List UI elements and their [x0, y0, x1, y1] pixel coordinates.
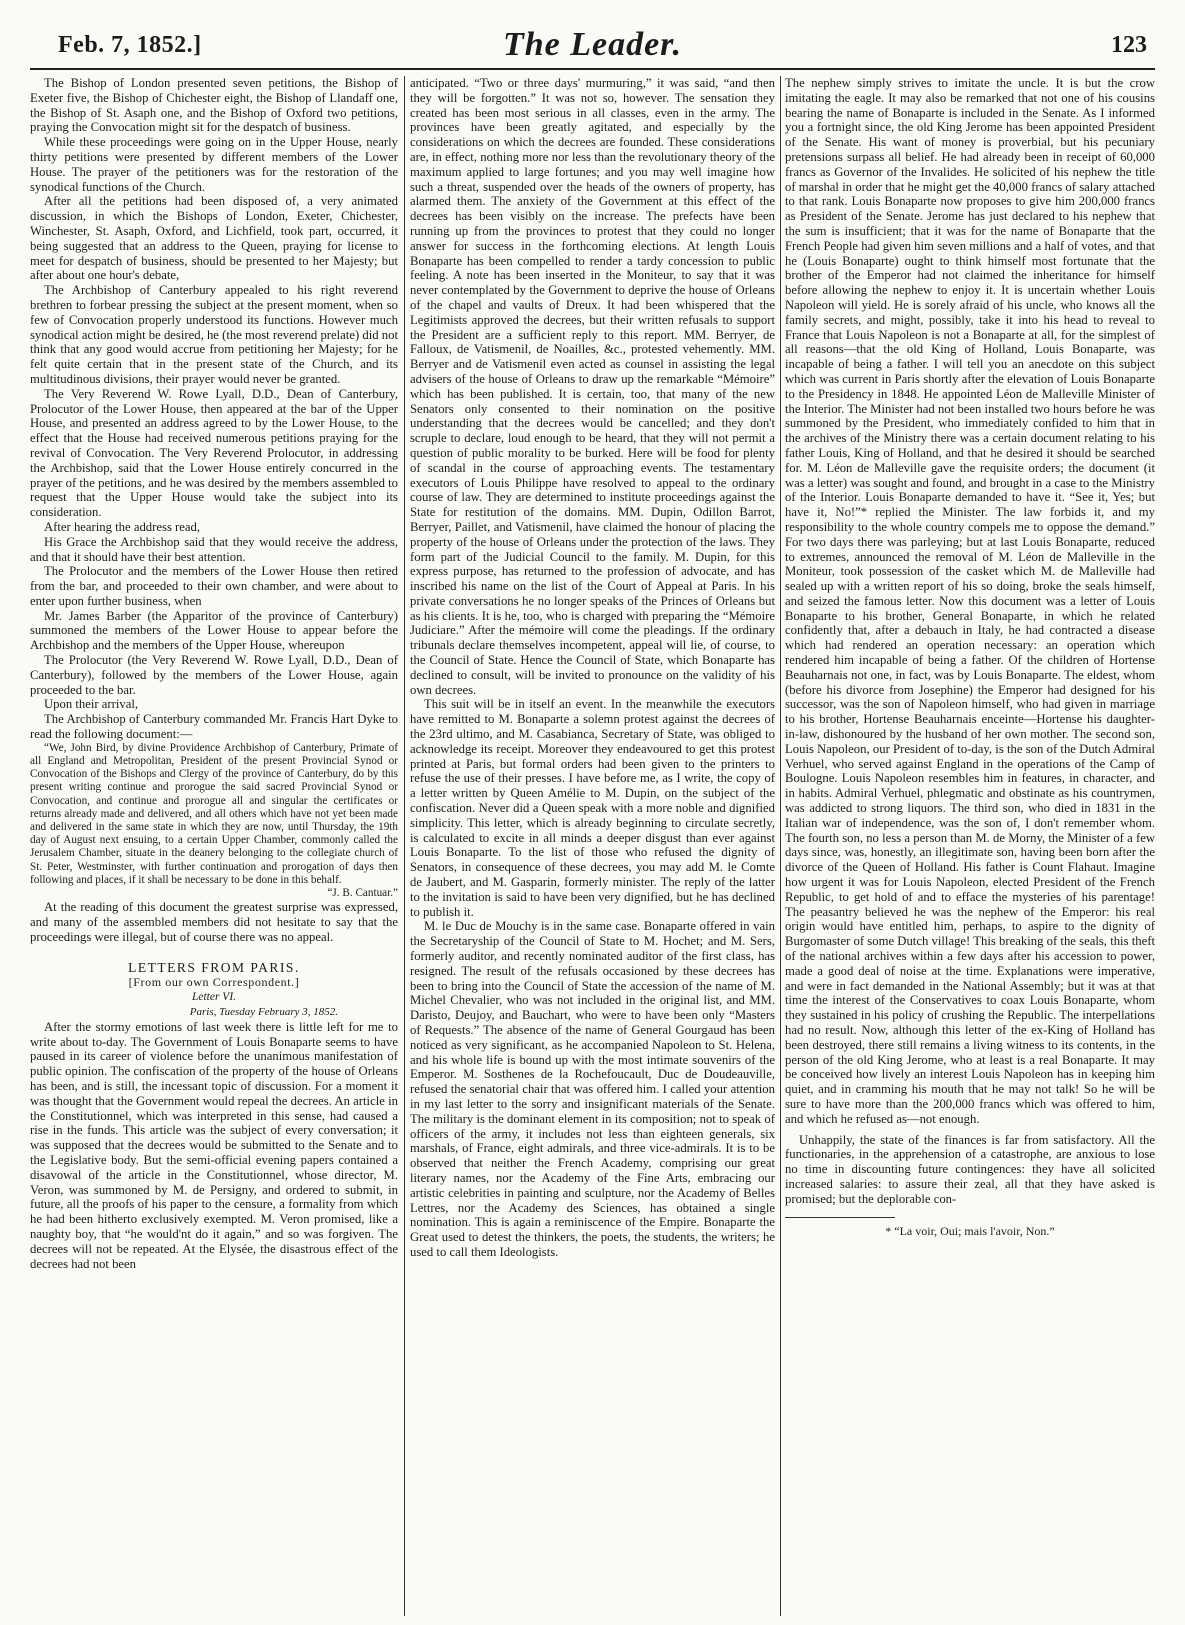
- paragraph: The Prolocutor and the members of the Lower House then retired from the bar, and proceeded to their own chamber, and were about to enter upon further business, when: [30, 564, 398, 608]
- paragraph: While these proceedings were going on in the Upper House, nearly thirty petitions were presented by different members of the Lower House. The prayer of the petitioners was for the restoration of the synodical functions of the Church.: [30, 135, 398, 194]
- section-title: LETTERS FROM PARIS.: [128, 959, 300, 975]
- page-number: 123: [1111, 32, 1147, 58]
- column-3: [785, 76, 1155, 1616]
- column-2: [410, 76, 775, 1616]
- paragraph: After all the petitions had been disposed of, a very animated discussion, in which the Bishops of London, Exeter, Chichester, Winchester, St. Asaph, Oxford, and Lichfield, took part, occurred, it being suggested that an address to the Queen, praying for license to meet for despatch of business, should be presented to her Majesty; but after about one hour's debate,: [30, 194, 398, 283]
- paragraph: The Archbishop of Canterbury appealed to his right reverend brethren to forbear pressing the subject at the present moment, when so few of Convocation properly understood its functions. However much synodical action might be desired, he (the most reverend prelate) did not think that any good would accrue from petitioning her Majesty; for he felt quite certain that in the present state of the Church, and its multitudinous divisions, their prayer would never be granted.: [30, 283, 398, 386]
- section-subtitle: [From our own Correspondent.]: [128, 975, 300, 990]
- paragraph: The Archbishop of Canterbury commanded Mr. Francis Hart Dyke to read the following document:—: [30, 712, 398, 742]
- paragraph: After the stormy emotions of last week there is little left for me to write about to-day. The Government of Louis Bonaparte seems to have paused in its career of violence before the unanimous manifestation of public opinion. The confiscation of the property of the house of Orleans has been, and is still, the incessant topic of discussion. For a moment it was thought that the Government would repeal the decrees. An article in the Constitutionnel, which was interpreted in this sense, had caused a rise in the funds. This article was the subject of every conversation; it was supposed that the decrees would be submitted to the Senate and to the Legislative body. But the semi-official evening papers contained a disavowal of the article in the Constitutionnel, whose director, M. Veron, was summoned by M. de Persigny, and ordered to submit, in future, all the proofs of his paper to the censure, a formality from which he had been hitherto exclusively exempted. M. Veron promised, like a naughty boy, that “he would'nt do it again,” and so was forgiven. The decrees will not be repeated. At the Elysée, the disastrous effect of the decrees had not been: [30, 1019, 398, 1271]
- paragraph: Upon their arrival,: [44, 697, 139, 712]
- footnote: * “La voir, Oui; mais l'avoir, Non.”: [885, 1223, 1055, 1238]
- letter-dateline: Paris, Tuesday February 3, 1852.: [189, 1006, 338, 1019]
- paragraph: Unhappily, the state of the finances is far from satisfactory. All the functionaries, in the apprehension of a catastrophe, are anxious to lose no time in discounting future contingences: they have all solicited increased salaries: to assure their zeal, all that they have asked is promised; but the deplorable con-: [785, 1132, 1155, 1206]
- issue-date: Feb. 7, 1852.]: [58, 32, 202, 58]
- document-signature: “J. B. Cantuar.”: [327, 887, 398, 900]
- masthead-title: The Leader.: [502, 26, 683, 63]
- column-divider: [404, 76, 405, 1616]
- paragraph: At the reading of this document the greatest surprise was expressed, and many of the assembled members did not hesitate to say that the proceedings were illegal, but of course there was no appeal.: [30, 900, 398, 944]
- paragraph: The Bishop of London presented seven petitions, the Bishop of Exeter five, the Bishop of Chichester eight, the Bishop of Llandaff one, the Bishop of St. Asaph one, and the Bishop of Oxford two petitions, praying the Convocation might sit for the despatch of business.: [30, 76, 398, 135]
- paragraph: His Grace the Archbishop said that they would receive the address, and that it should have their best attention.: [30, 534, 398, 564]
- paragraph: anticipated. “Two or three days' murmuring,” it was said, “and then they will be forgotten.” It was not so, however. The sensation they created has been most serious in all classes, even in the army. The provinces have been greatly agitated, and especially by the considerations on which the decrees are founded. These considerations are, in effect, nothing more nor less than the revolutionary theory of the maximum applied to large fortunes; and you may well imagine how such a threat, suspended over the heads of the owners of property, has alarmed them. The anxiety of the Government at this effect of the decrees has been visibly on the increase. The prefects have been running up from the provinces to protest that they could no longer answer for success in the forthcoming elections. At length Louis Bonaparte has been compelled to render a tardy concession to public feeling. A note has been inserted in the Moniteur, to say that it was never contemplated by the Government to deprive the house of Orleans of the chapel and vaults of Dreux. It had been whispered that the Legitimists approved the decrees, but their written refusals to support the President are a sufficient reply to this report. MM. Berryer, de Falloux, de Vatismenil, de Noailles, &c., protested vehemently. MM. Berryer and de Vatismenil even acted as counsel in assisting the legal advisers of the house of Orleans to draw up the remarkable “Mémoire” which has been published. It is certain, too, that many of the new Senators only consented to their nomination on the positive understanding that the decrees would be cancelled; and they don't scruple to declare, loud enough to be heard, that they will not permit a question of public morality to be burked. Here will be food for plenty of scandal in the course of approaching events. The testamentary executors of Louis Philippe have resolved to appeal to the ordinary course of law. They are determined to institute proceedings against the State for restitution of the domains. MM. Dupin, Odillon Barrot, Berryer, Paillet, and Vatismenil, have claimed the honour of placing the property of the house of Orleans under the protection of the laws. They form part of the Judicial Council to the family. M. Dupin, for this express purpose, has returned to the profession of advocate, and has inscribed his name on the list of the Court of Appeal at Paris. In his private conversations he no longer speaks of the Princes of Orleans but as his clients. It is he, too, who is charged with preparing the “Mémoire Judiciare.” After the mémoire will come the pleadings. If the ordinary tribunals declare themselves incompetent, appeal will lie, of course, to the Council of State. Hence the Council of State, which Bonaparte has declined to consult, will be invited to pronounce on the validity of his own decrees.: [410, 76, 775, 697]
- paragraph: The nephew simply strives to imitate the uncle. It is but the crow imitating the eagle. It may also be remarked that not one of his cousins bearing the name of Bonaparte is included in the Senate. As I informed you a fortnight since, the old King Jerome has been appointed President of the Senate. His want of money is proverbial, but his pecuniary pretensions surpass all belief. He had already been in receipt of 60,000 francs as Governor of the Invalides. He solicited of his nephew the title of marshal in order that he might get the 40,000 francs of salary attached to that rank. Louis Bonaparte now proposes to give him 200,000 francs as President of the Senate. Jerome has just declared to his nephew that the sum is insufficient; that it was for the name of Bonaparte that the French People had given him seven millions and a half of votes, and that he (Louis Bonaparte) ought to think himself most fortunate that the brother of the Emperor had not claimed the inheritance for himself before allowing the nephew to enjoy it. It is uncertain whether Louis Napoleon will yield. He is sorely afraid of his uncle, who knows all the family secrets, and might, possibly, take it into his head to reveal to France that Louis Napoleon is not a Bonaparte at all, for the simplest of all reasons—that the old King of Holland, Louis Bonaparte, was incapable of being a father. I will tell you an anecdote on this subject which was current in Paris shortly after the elevation of Louis Bonaparte to the Presidency in 1848. He appointed Léon de Malleville Minister of the Interior. The Minister had not been installed two hours before he was summoned by the President, who immediately confided to him that in the archives of the Ministry there was a certain document relating to his father Louis, King of Holland, and that he desired it should be searched for. M. Léon de Malleville gave the requisite orders; the document (it was a letter) was sought and found, and brought in a case to the Ministry of the Interior. Louis Bonaparte demanded to have it. “See it, Yes; but have it, No!”* replied the Minister. The law forbids it, and my responsibility to the whole country compels me to oppose the demand.” For two days there was parleying; but at last Louis Bonaparte, reduced to extremes, announced the removal of M. Léon de Malleville in the Moniteur, took possession of the casket which M. de Malleville had sealed up with a written report of his so doing, broke the seals himself, and seized the famous letter. Now this document was a letter of Louis Bonaparte to his brother, General Bonaparte, in which he related confidently that, after a debauch in Italy, he had contracted a disease which had rendered an operation necessary: an operation which rendered him incapable of being a father. Of the children of Hortense Beauharnais not one, in fact, was by Louis Bonaparte. The eldest, whom (before his divorce from Josephine) the Emperor had designed for his successor, was the son of Napoleon himself, who had given in marriage to his brother, Hortense Beauharnais enceinte—Hortense his daughter-in-law, dishonoured by the husband of her own mother. The second son, Louis Napoleon, our President of to-day, is the son of the Dutch Admiral Verhuel, who served against England in the operations of the Camp of Boulogne. Louis Napoleon resembles him in features, in character, and in habits. Admiral Verhuel, phlegmatic and obstinate as his countrymen, was addicted to strong liquors. The third son, who died in 1831 in the Italian war of independence, was the son of, I don't remember whom. The fourth son, no less a person than M. de Morny, the Minister of a few days since, was, honestly, an illegitimate son, having been born after the divorce of the Queen of Holland. His father is Count Flahaut. Imagine how urgent it was for Louis Napoleon, elected President of the French Republic, to get hold of and to efface the mysteries of his parentage! The peasantry believed he was the nephew of the Emperor: his real origin would have entitled him, perhaps, to aspire to the dignity of Burgomaster of some Dutch village! This breaking of the seals, this theft of the national archives within a few days after his accession to power, made a good deal of noise at the time. Explanations were imperative, and were in fact demanded in the National Assembly; but it was at that time the interest of the Conservatives to coax Louis Bonaparte, whom they sustained in his policy of crushing the Republic. The interpellations had no result. Now, although this letter of the ex-King of Holland has been destroyed, there still remains a living witness to its contents, in the person of the old King Jerome, who at least is a real Bonaparte. It may be conceived how lively an interest Louis Napoleon has in keeping him quiet, and in cramming his mouth that he may not talk! So he will be sure to have more than the 200,000 francs which was offered to him, and which he refused as—not enough.: [785, 76, 1155, 1126]
- paragraph: M. le Duc de Mouchy is in the same case. Bonaparte offered in vain the Secretaryship of the Council of State to M. Hochet; and M. Sers, formerly auditor, and recently nominated auditor of the first class, has resigned. The result of the refusals occasioned by these decrees has been to bring into the Council of State the accession of the name of M. Michel Chevalier, who was not included in the original list, and MM. Daristo, Deujoy, and Bauchart, who were to have been only “Masters of Requests.” The absence of the name of General Gourgaud has been noticed as very significant, as he accompanied Napoleon to St. Helena, and his whole life is bound up with the most intimate souvenirs of the Emperor. M. Sosthenes de la Rochefoucault, Duc de Doudeauville, refused the senatorial chair that was offered him. I called your attention in my last letter to the sorry and insignificant materials of the Senate. The military is the dominant element in its composition; not to speak of officers of the army, it includes not less than eighteen generals, six marshals, of France, eight admirals, and three vice-admirals. It is to be observed that neither the French Academy, comprising our great literary names, nor the Academy of the Fine Arts, embracing our artistic celebrities in painting and sculpture, nor the Academy of Belles Lettres, nor the Academy des Sciences, has obtained a single nomination. This is again a reminiscence of the Empire. Bonaparte the Great used to detest the thinkers, the poets, the students, the writers; he used to call them Ideologists.: [410, 919, 775, 1259]
- page-header: [30, 26, 1155, 70]
- prorogation-document: “We, John Bird, by divine Providence Archbishop of Canterbury, Primate of all England and Metropolitan, President of the present Provincial Synod or Convocation of the Bishops and Clergy of the province of Canterbury, do by this present writing continue and prorogue the said sacred Provincial Synod or Convocation, and continue and prorogue all and singular the certificates or returns already made and delivered, and all others which have not yet been made and delivered in the same state in which they are now, until Thursday, the 19th day of August next ensuing, to a certain Upper Chamber, commonly called the Jerusalem Chamber, situate in the deanery belonging to the collegiate church of St. Peter, Westminster, with further continuation and prorogation of days then following and places, if it shall be necessary to be done in this behalf.: [30, 741, 398, 886]
- paragraph: After hearing the address read,: [44, 519, 201, 534]
- paragraph: The Very Reverend W. Rowe Lyall, D.D., Dean of Canterbury, Prolocutor of the Lower House, then appeared at the bar of the Upper House, and presented an address agreed to by the Lower House, to the effect that the House had received numerous petitions praying for the revival of Convocation. The Very Reverend Prolocutor, in addressing the Archbishop, said that the Lower House entirely concurred in the prayer of the petitions, and he was desired by the members assembled to request that the Upper House would take the subject into its consideration.: [30, 386, 398, 520]
- paragraph: The Prolocutor (the Very Reverend W. Rowe Lyall, D.D., Dean of Canterbury), followed by the members of the Lower House, again proceeded to the bar.: [30, 653, 398, 697]
- footnote-rule: [785, 1217, 895, 1218]
- column-1: [30, 76, 398, 1616]
- column-divider: [780, 76, 781, 1616]
- paragraph: This suit will be in itself an event. In the meanwhile the executors have remitted to M. Bonaparte a solemn protest against the decrees of the 23rd ultimo, and M. Casabianca, Secretary of State, was obliged to acknowledge its receipt. Moreover they endeavoured to get this protest printed at Paris, but formal orders had been given to the printers to refuse the use of their presses. I have before me, as I write, the copy of a letter written by Queen Amélie to M. Dupin, on the subject of the confiscation. Never did a Queen speak with a more noble and dignified simplicity. This letter, which is already beginning to circulate secretly, is calculated to excite in all minds a deeper disgust than ever against Louis Bonaparte. To the list of those who refused the dignity of Senators, in consequence of these decrees, you may add M. le Comte de Jaubert, and M. Gasparin, formerly minister. The reply of the latter to the invitation is said to have been very dignified, but he has declined to publish it.: [410, 697, 775, 919]
- letter-number: Letter VI.: [191, 991, 237, 1004]
- paragraph: Mr. James Barber (the Apparitor of the province of Canterbury) summoned the members of the Lower House to appear before the Archbishop and the members of the Upper House, whereupon: [30, 608, 398, 653]
